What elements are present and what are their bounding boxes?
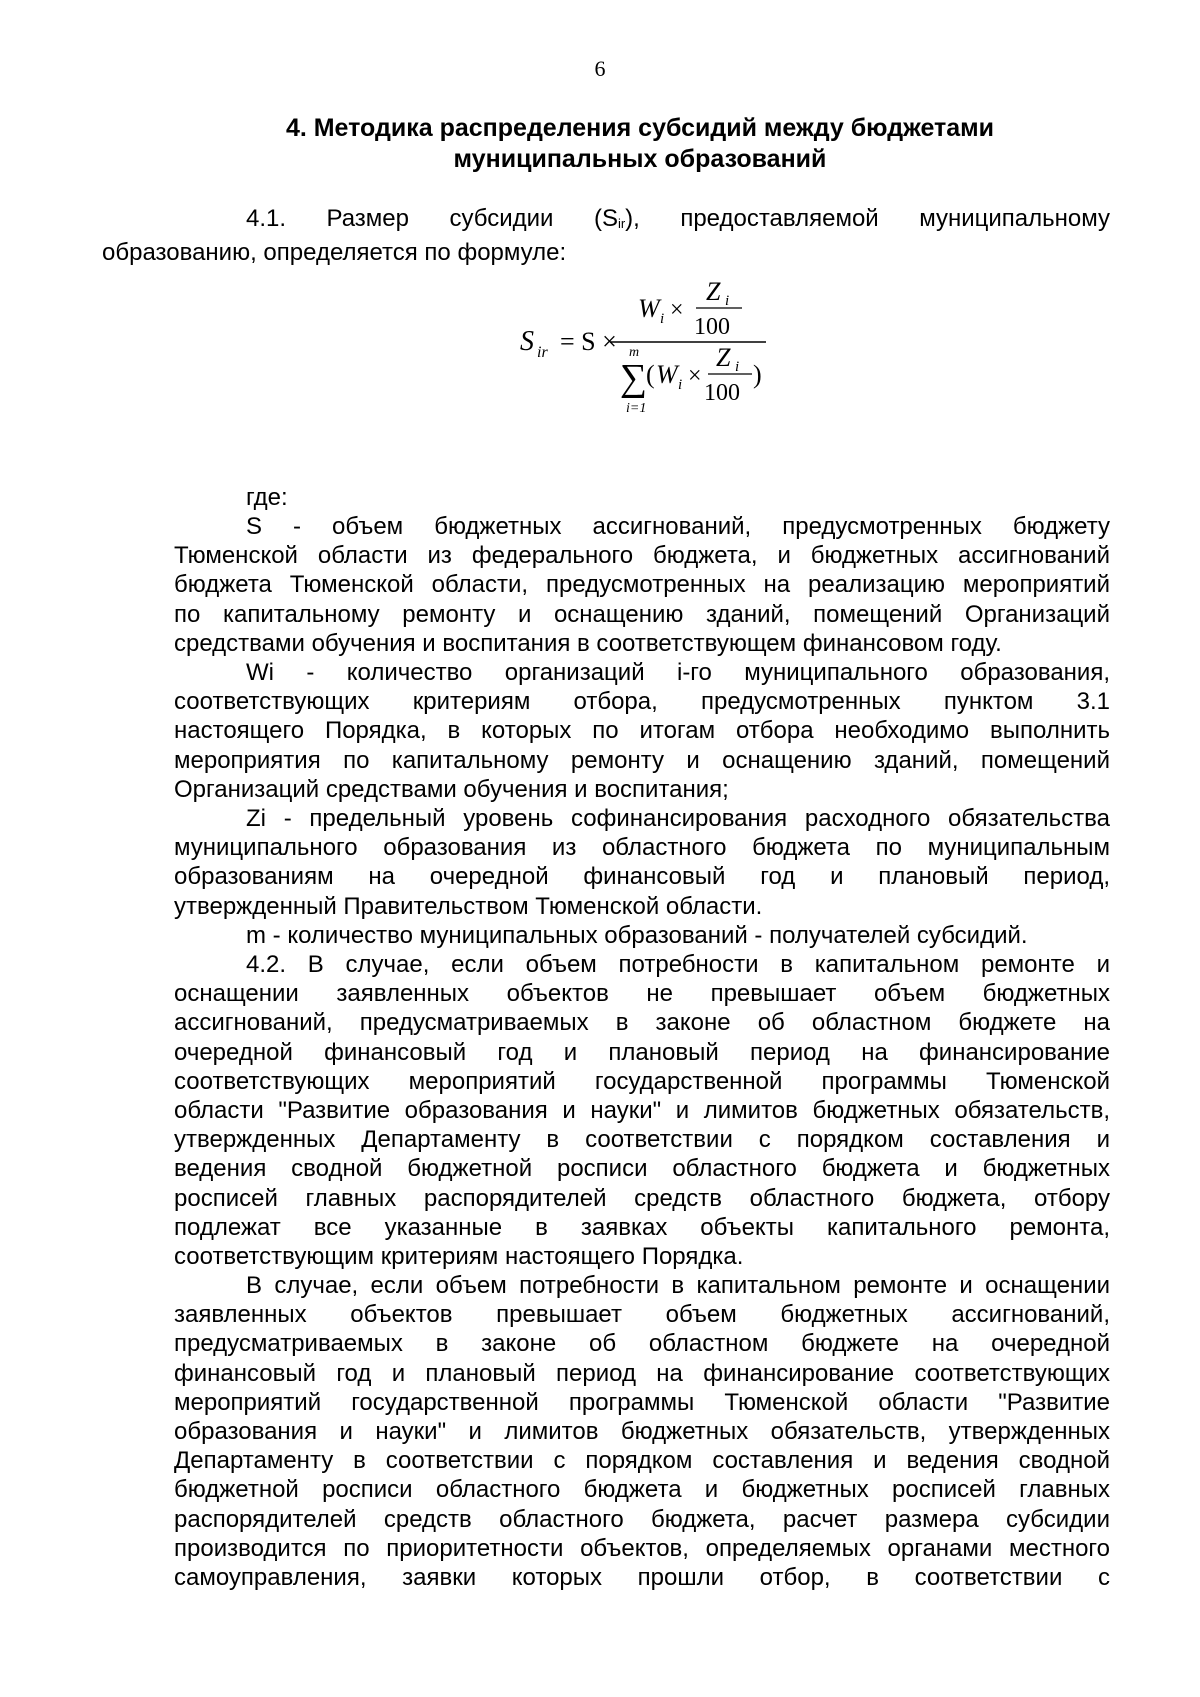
paragraph-line: 4.1. Размер субсидии $(S_{ir})$, предоставляемой муниципальному [246,205,1110,232]
num-Z-sub: i [725,293,730,309]
paragraph-line: средствами обучения и воспитания в соответствующем финансовом году. [174,629,1002,657]
paragraph-line: по капитальному ремонту и оснащению зданий, помещений Организаций [174,600,1110,628]
paragraph-line: соответствующих мероприятий государственной программы Тюменской [174,1067,1110,1095]
sum-upper-m: m [629,345,640,360]
den-rparen: ) [753,360,762,389]
paragraph-line: m - количество муниципальных образований - получателей субсидий. [246,922,1028,949]
paragraph-line: Wi - количество организаций i-го муниципального образования, [246,659,1110,686]
section-title [170,113,1110,175]
den-W-sub: i [678,377,683,393]
definition-W [174,658,1110,804]
definition-m [174,921,1110,950]
subscript-ir: ir [617,216,626,231]
paragraph-line: самоуправления, заявки которых прошли отбор, в соответствии с [174,1564,1110,1592]
paragraph-line: S - объем бюджетных ассигнований, предусмотренных бюджету [246,513,1110,540]
paragraph-line: оснащении заявленных объектов не превышает объем бюджетных [174,980,1110,1008]
paragraph-line: бюджетной росписи областного бюджета и бюджетных росписей главных [174,1476,1110,1504]
den-lparen: ( [646,360,655,389]
paragraph-4-2 [174,950,1110,1271]
sum-lower-i1: i=1 [626,401,647,416]
formula-lhs-sub: ir [537,344,548,361]
num-W-sub: i [660,311,665,327]
paragraph-line: мероприятий государственной программы Тюменской области "Развитие [174,1388,1110,1416]
paragraph-line: предусматриваемых в законе об областном бюджете на очередной [174,1330,1110,1358]
paragraph-line: росписей главных распорядителей средств областного бюджета, отбору [174,1184,1110,1212]
paragraph-line: Департаменту в соответствии с порядком составления и ведения сводной [174,1447,1110,1475]
subsidy-formula [520,277,800,460]
paragraph-line: очередной финансовый год и плановый период на финансирование [174,1038,1110,1066]
paragraph-line: соответствующих критериям отбора, предусмотренных пунктом 3.1 [174,688,1110,716]
paragraph-line: утвержденный Правительством Тюменской области. [174,892,763,920]
paragraph-line: производится по приоритетности объектов, определяемых органами местного [174,1534,1110,1562]
den-100: 100 [704,380,740,406]
paragraph-line: области "Развитие образования и науки" и лимитов бюджетных обязательств, [174,1097,1110,1125]
paragraph-line: Zi - предельный уровень софинансирования расходного обязательства [246,805,1110,832]
paragraph-line: мероприятия по капитальному ремонту и оснащению зданий, помещений [174,746,1110,774]
den-Z: Z [716,343,731,372]
paragraph-line: Организаций средствами обучения и воспитания; [174,775,729,803]
paragraph-line: ведения сводной бюджетной росписи областного бюджета и бюджетных [174,1155,1110,1183]
paragraph-line: Тюменской области из федерального бюджета, и бюджетных ассигнований [174,542,1110,570]
num-times: × [670,297,684,323]
den-Z-sub: i [735,359,740,375]
num-100: 100 [694,314,730,340]
paragraph-line: ассигнований, предусматриваемых в законе об областном бюджете на [174,1009,1110,1037]
section-title-line-1: 4. Методика распределения субсидий между бюджетами [285,114,995,142]
paragraph-line: бюджета Тюменской области, предусмотренных на реализацию мероприятий [174,571,1110,599]
paragraph-line: утвержденных Департаменту в соответствии с порядком составления и [174,1126,1110,1154]
paragraph-line: В случае, если объем потребности в капитальном ремонте и оснащении [246,1272,1110,1299]
formula-lhs: S [520,326,534,357]
num-W: W [638,294,660,323]
paragraph-4-1 [102,204,1110,267]
num-Z: Z [706,277,721,306]
paragraph-line: соответствующим критериям настоящего Порядка. [174,1243,744,1271]
where-label: где: [246,484,288,511]
definition-S [174,512,1110,658]
page-number: 6 [594,56,606,81]
paragraph-line: муниципального образования из областного бюджета по муниципальным [174,834,1110,862]
formula-svg [520,277,800,460]
paragraph-line: 4.2. В случае, если объем потребности в капитальном ремонте и [246,951,1110,978]
paragraph-line: распорядителей средств областного бюджета, расчет размера субсидии [174,1505,1110,1533]
paragraph-line: образованию, определяется по формуле: [102,239,567,267]
section-title-line-2: муниципальных образований [453,145,827,173]
den-times: × [688,363,702,389]
paragraph-line: настоящего Порядка, в которых по итогам отбора необходимо выполнить [174,717,1110,745]
paragraph-line: заявленных объектов превышает объем бюджетных ассигнований, [174,1301,1110,1329]
paragraph-line: финансовый год и плановый период на финансирование соответствующих [174,1359,1110,1387]
den-W: W [656,360,678,389]
paragraph-line: образованиям на очередной финансовый год и плановый период, [174,863,1110,891]
formula-eq-s-times: = S × [560,327,617,356]
sum-sigma: ∑ [620,357,648,399]
paragraph-line: образования и науки" и лимитов бюджетных обязательств, утвержденных [174,1418,1110,1446]
paragraph-4-2-continued [174,1271,1110,1592]
paragraph-line: подлежат все указанные в заявках объекты капитального ремонта, [174,1213,1110,1241]
definition-Z [174,804,1110,921]
